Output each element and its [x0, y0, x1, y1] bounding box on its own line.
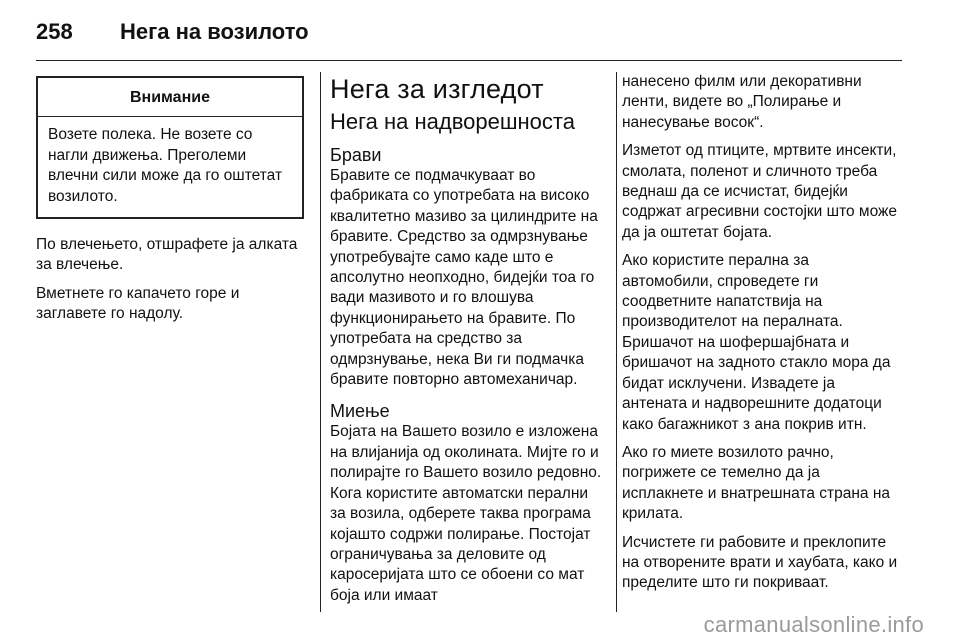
locks-section — [330, 144, 608, 390]
watermark: carmanualsonline.info — [703, 612, 924, 637]
paragraph: Исчистете ги рабовите и преклопите на отворените врати и хаубата, како и пределите што ги покриваат. — [622, 533, 898, 592]
locks-heading: Брави — [330, 145, 382, 165]
paragraph: Ако користите перална за автомобили, спроведете ги соодветните напатствија на производителот на пералната. Бришачот на шофершајбната и бришачот на задното стакло мора да бидат исклучени. Извадете ја антената и надворешните додатоци како багажникот з ана покрив итн. — [622, 252, 891, 433]
wash-section — [330, 400, 608, 606]
column-left — [36, 72, 304, 333]
paragraph: Вметнете го капачето горе и заглавете го надолу. — [36, 284, 240, 323]
locks-text: Бравите се подмачкуваат во фабриката со употребата на високо квалитетно мазиво за цилиндрите на бравите. Средство за одмрзнување употребувајте само каде што е апсолутно неопходно, бидејќи тоа го вади мазивото и го влошува функционирањето на бравите. По употребата на средство за одмрзнување, нека Ви ги подмачка бравите повторно автомеханичар. — [330, 167, 598, 389]
running-title: Нега на возилото — [120, 19, 309, 44]
column-divider — [320, 72, 321, 612]
page-header — [36, 14, 309, 50]
paragraph: Ако го миете возилото рачно, погрижете се темелно да ја исплакнете и внатрешната страна на крилата. — [622, 443, 891, 523]
paragraph: нанесено филм или декоративни ленти, видете во „Полирање и нанесување восок“. — [622, 73, 862, 131]
page-number: 258 — [36, 19, 73, 44]
warning-box — [36, 76, 304, 219]
warning-title: Внимание — [38, 78, 302, 117]
paragraph: Изметот од птиците, мртвите инсекти, смолата, поленот и сличното треба веднаш да се исчистат, бидејќи содржат агресивни состојки што може да ја оштетат бојата. — [622, 142, 898, 241]
paragraph: По влечењето, отшрафете ја алката за влечење. — [36, 236, 298, 274]
section-subtitle: Нега на надворешноста — [330, 109, 575, 134]
wash-text: Бојата на Вашето возило е изложена на влијанија од околината. Мијте го и полирајте го Вашето возило редовно. Кога користите автоматски перални за возила, одберете таква програма којашто содржи полирање. Постојат ограничувања за деловите од каросеријата што се обоени со мат боја или имаат — [330, 423, 602, 604]
section-title: Нега за изгледот — [330, 74, 544, 104]
column-middle — [330, 72, 608, 616]
wash-heading: Миење — [330, 401, 390, 422]
column-divider — [616, 72, 617, 612]
header-rule — [36, 60, 902, 61]
warning-text: Возете полека. Не возете со нагли движења. Преголеми влечни сили може да го оштетат возилото. — [48, 126, 283, 205]
column-right — [622, 72, 902, 602]
